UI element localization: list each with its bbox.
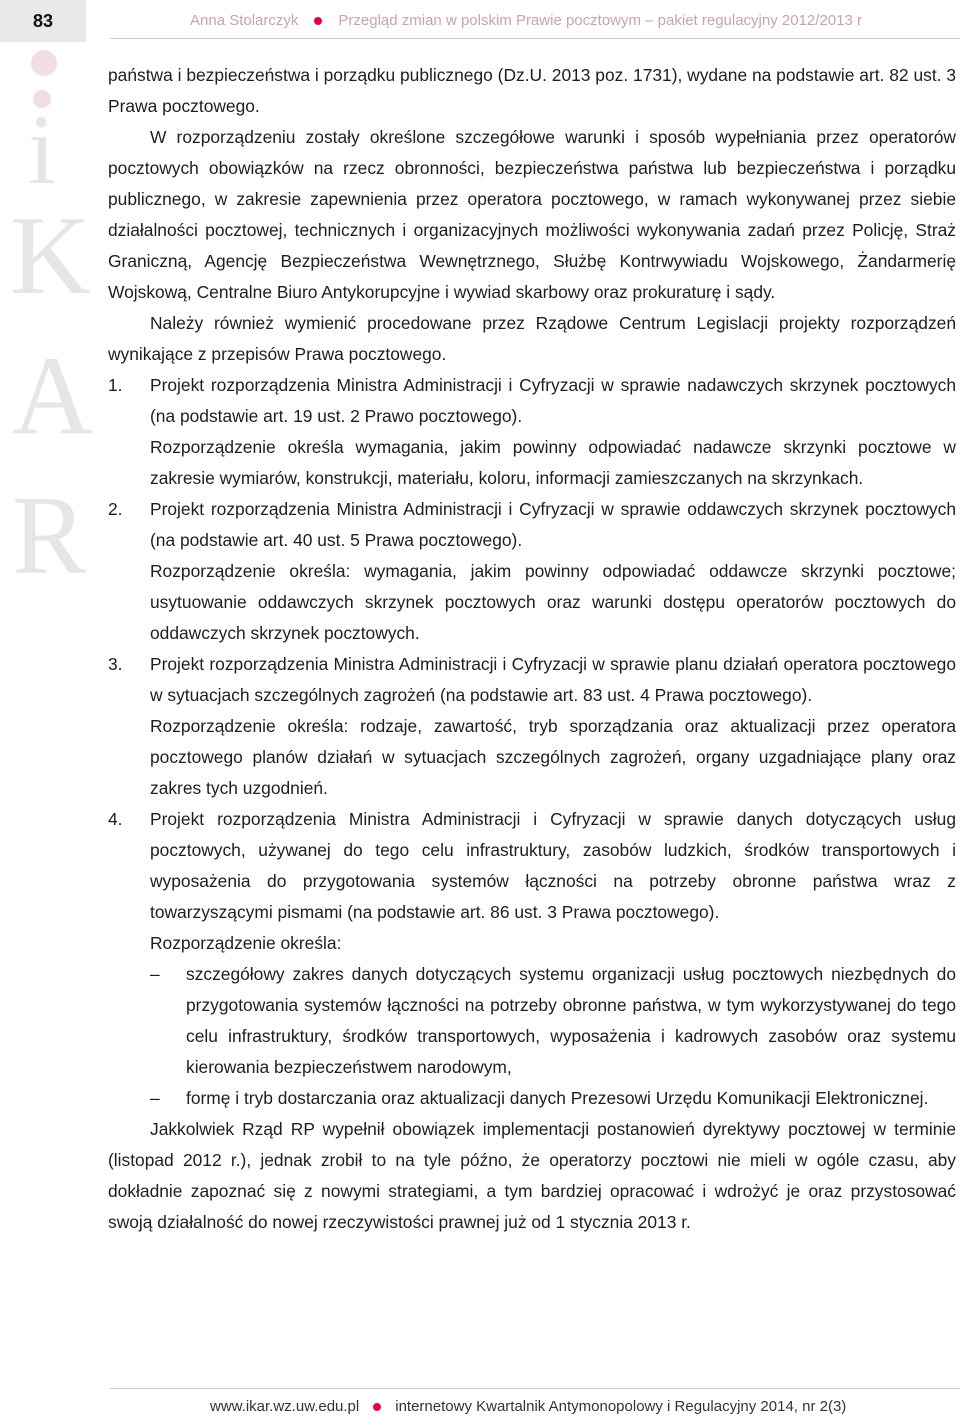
footer-url[interactable]: www.ikar.wz.uw.edu.pl — [210, 1398, 360, 1415]
list-item — [108, 370, 956, 494]
paragraph: Należy również wymienić procedowane przez Rządowe Centrum Legislacji projekty rozporządzeń wynikające z przepisów Prawa pocztowego. — [108, 313, 956, 364]
running-header — [190, 12, 950, 29]
list-item-title: Projekt rozporządzenia Ministra Administracji i Cyfryzacji w sprawie planu działań operatora pocztowego w sytuacjach szczególnych zagrożeń (na podstawie art. 83 ust. 4 Prawa pocztowego). — [150, 654, 956, 705]
dash-mark: – — [150, 1088, 160, 1108]
list-item-desc: Rozporządzenie określa: — [150, 933, 342, 953]
list-number: 3. — [108, 654, 123, 674]
list-number: 1. — [108, 375, 123, 395]
bullet-dot-icon — [373, 1403, 381, 1411]
footer-rule — [110, 1388, 960, 1389]
running-footer — [210, 1398, 846, 1415]
list-item-desc: Rozporządzenie określa wymagania, jakim powinny odpowiadać nadawcze skrzynki pocztowe w zakresie wymiarów, konstrukcji, materiału, koloru, informacji zamieszczanych na skrzynkach. — [150, 437, 956, 488]
logo-letter-r: R — [12, 474, 87, 598]
dash-mark: – — [150, 964, 160, 984]
paragraph: W rozporządzeniu zostały określone szczegółowe warunki i sposób wypełniania przez operatorów pocztowych obowiązków na rzecz obronności, bezpieczeństwa państwa lub bezpieczeństwa i porządku publicznego, w zakresie zapewnienia przez operatora pocztowego, w ramach wykonywanej przez siebie działalności pocztowej, technicznych i organizacyjnych możliwości wykonywania zadań przez Policję, Straż Graniczną, Agencję Bezpieczeństwa Wewnętrznego, Służbę Kontrwywiadu Wojskowego, Żandarmerię Wojskową, Centralne Biuro Antykorupcyjne i wywiad skarbowy oraz prokuraturę i sądy. — [108, 127, 956, 302]
list-item-desc: Rozporządzenie określa: wymagania, jakim powinny odpowiadać oddawcze skrzynki pocztowe; usytuowanie oddawczych skrzynek pocztowych oraz warunki dostępu operatorów pocztowych do oddawczych skrzynek pocztowych. — [150, 561, 956, 643]
list-item-title: Projekt rozporządzenia Ministra Administracji i Cyfryzacji w sprawie nadawczych skrzynek pocztowych (na podstawie art. 19 ust. 2 Prawo pocztowego). — [150, 375, 956, 426]
list-item-title: Projekt rozporządzenia Ministra Administracji i Cyfryzacji w sprawie danych dotyczących usług pocztowych, używanej do tego celu infrastruktury, zasobów ludzkich, środków transportowych i wyposażenia do przygotowania systemów łączności na potrzeby obronne państwa wraz z towarzyszącymi pismami (na podstawie art. 86 ust. 3 Prawa pocztowego). — [150, 809, 956, 922]
list-item — [108, 804, 956, 959]
footer-journal: internetowy Kwartalnik Antymonopolowy i Regulacyjny 2014, nr 2(3) — [395, 1398, 847, 1415]
logo-letter-k: K — [10, 194, 91, 318]
list-item — [108, 494, 956, 649]
dash-item-text: formę i tryb dostarczania oraz aktualizacji danych Prezesowi Urzędu Komunikacji Elektronicznej. — [186, 1088, 929, 1108]
dash-item-text: szczegółowy zakres danych dotyczących systemu organizacji usług pocztowych niezbędnych do przygotowania systemów łączności na potrzeby obronne państwa, w tym wykorzystywanej do tego celu infrastruktury, środków transportowych, wyposażenia i kadrowych zasobów oraz systemu kierowania bezpieczeństwem narodowym, — [186, 964, 956, 1077]
dash-list-item — [108, 1083, 956, 1114]
journal-logo — [0, 0, 110, 620]
list-number: 2. — [108, 499, 123, 519]
logo-letter-a: A — [12, 334, 93, 458]
list-item-desc: Rozporządzenie określa: rodzaje, zawartość, tryb sporządzania oraz aktualizacji przez operatora pocztowego planów działań w sytuacjach szczególnych zagrożeń, organy uzgadniające plany oraz zakres tych uzgodnień. — [150, 716, 956, 798]
logo-letter-i: i — [28, 94, 56, 205]
bullet-dot-icon — [314, 17, 322, 25]
header-title: Przegląd zmian w polskim Prawie pocztowym – pakiet regulacyjny 2012/2013 r — [338, 12, 862, 29]
list-item-title: Projekt rozporządzenia Ministra Administracji i Cyfryzacji w sprawie oddawczych skrzynek pocztowych (na podstawie art. 40 ust. 5 Prawa pocztowego). — [150, 499, 956, 550]
paragraph: państwa i bezpieczeństwa i porządku publicznego (Dz.U. 2013 poz. 1731), wydane na podstawie art. 82 ust. 3 Prawa pocztowego. — [108, 65, 956, 116]
paragraph: Jakkolwiek Rząd RP wypełnił obowiązek implementacji postanowień dyrektywy pocztowej w terminie (listopad 2012 r.), jednak zrobił to na tyle późno, że operatorzy pocztowi nie mieli w ogóle czasu, aby dokładnie zapoznać się z nowymi strategiami, a tym bardziej opracować i wdrożyć je oraz przystosować swoją działalność do nowej rzeczywistości prawnej już od 1 stycznia 2013 r. — [108, 1119, 956, 1232]
list-number: 4. — [108, 809, 123, 829]
page-number: 83 — [0, 0, 86, 42]
header-rule — [110, 38, 960, 39]
article-body — [108, 60, 956, 1238]
logo-circle-icon — [31, 50, 57, 76]
header-author: Anna Stolarczyk — [190, 12, 299, 29]
dash-list-item — [108, 959, 956, 1083]
list-item — [108, 649, 956, 804]
